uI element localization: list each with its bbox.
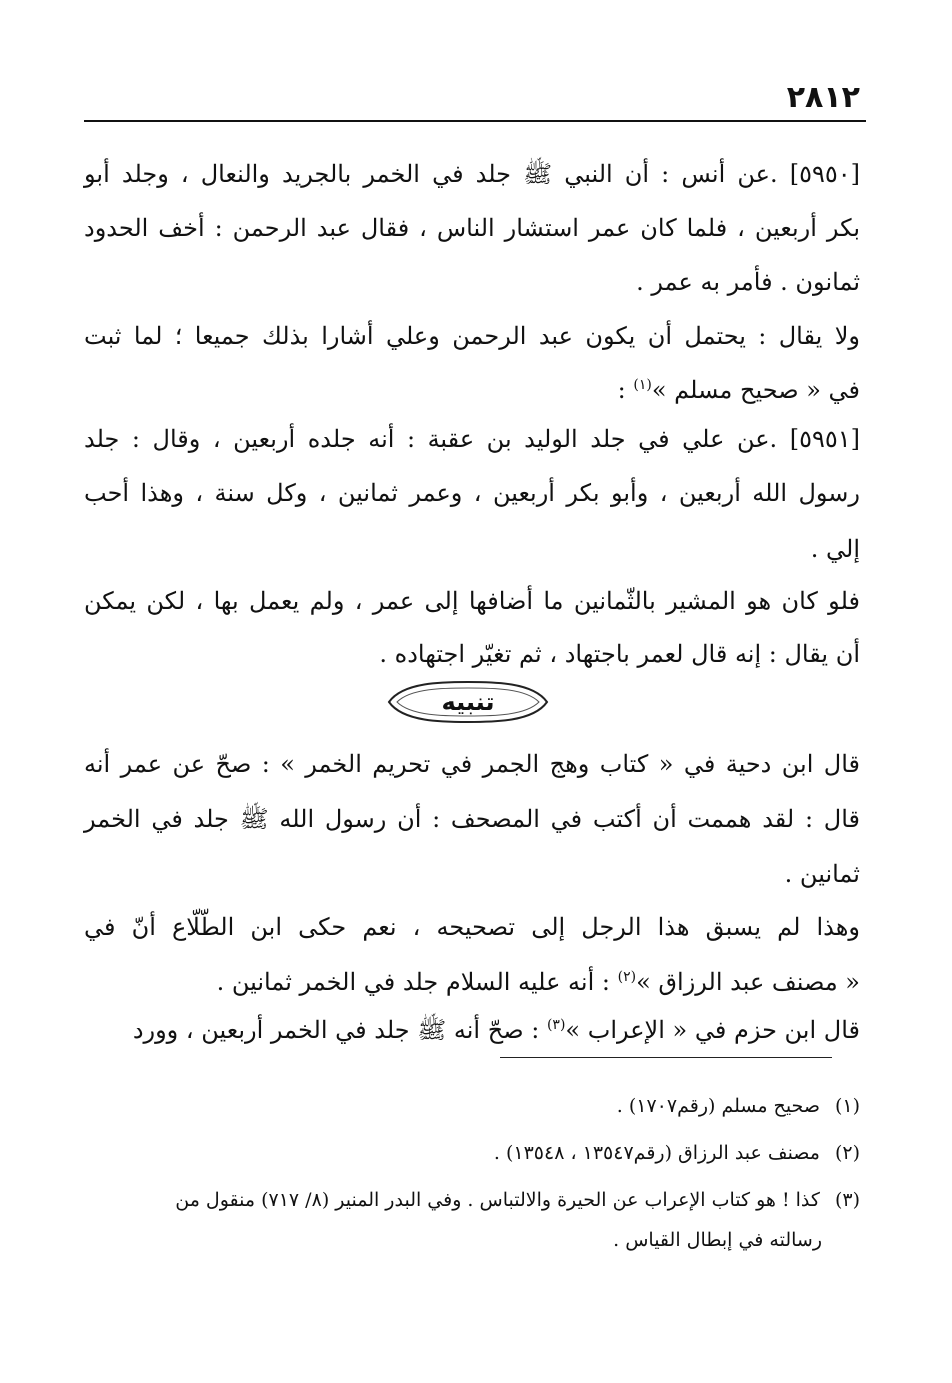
text-line: قال ابن دحية في « كتاب وهج الجمر في تحريم الخمر » : صحّ عن عمر أنه <box>84 750 860 778</box>
text-line: ثمانين . <box>784 860 860 888</box>
text-line: [٥٩٥١] .عن علي في جلد الوليد بن عقبة : أنه جلده أربعين ، وقال : جلد <box>84 425 860 453</box>
text-segment: : <box>617 376 634 404</box>
text-segment: قال ابن حزم في « الإعراب » <box>565 1016 860 1044</box>
footnote <box>84 1133 860 1173</box>
text-line: فلو كان هو المشير بالثّمانين ما أضافها إلى عمر ، ولم يعمل بها ، لكن يمكن <box>84 587 860 615</box>
footnote-ref: (٣) <box>546 1017 566 1033</box>
section-heading: تنبيه <box>441 688 495 716</box>
footnote-ref: (١) <box>633 377 652 393</box>
text-line <box>84 955 860 1009</box>
footnote-number: (٣) <box>834 1189 860 1211</box>
footnote <box>84 1086 860 1126</box>
text-segment: : أنه عليه السلام جلد في الخمر ثمانين . <box>216 968 618 996</box>
text-line <box>84 363 860 417</box>
text-line <box>84 1003 860 1057</box>
footnote-rule <box>500 1057 832 1058</box>
text-segment: « مصنف عبد الرزاق » <box>636 968 860 996</box>
text-line: وهذا لم يسبق هذا الرجل إلى تصحيحه ، نعم حكى ابن الطّلّاع أنّ في <box>84 913 860 941</box>
footnote-continuation: رسالته في إبطال القياس . <box>613 1229 822 1251</box>
footnote <box>84 1180 860 1220</box>
page-number: ٢٨١٢ <box>786 80 860 115</box>
footnote-text: كذا ! هو كتاب الإعراب عن الحيرة والالتباس . وفي البدر المنير (٨/ ٧١٧) منقول من <box>175 1189 820 1211</box>
text-line: [٥٩٥٠] .عن أنس : أن النبي ﷺ جلد في الخمر بالجريد والنعال ، وجلد أبو <box>84 160 860 188</box>
text-line: قال : لقد هممت أن أكتب في المصحف : أن رسول الله ﷺ جلد في الخمر <box>84 805 860 833</box>
text-line: رسول الله أربعين ، وأبو بكر أربعين ، وعمر ثمانين ، وكل سنة ، وهذا أحب <box>84 479 860 507</box>
text-line: بكر أربعين ، فلما كان عمر استشار الناس ، فقال عبد الرحمن : أخف الحدود <box>84 214 861 242</box>
footnote-number: (٢) <box>834 1142 860 1164</box>
footnote-ref: (٢) <box>617 969 637 985</box>
text-segment: : صحّ أنه ﷺ جلد في الخمر أربعين ، وورد <box>132 1016 547 1044</box>
header-rule <box>84 120 866 122</box>
text-line: ثمانون . فأمر به عمر . <box>636 268 860 296</box>
footnote-text: مصنف عبد الرزاق (رقم١٣٥٤٧ ، ١٣٥٤٨) . <box>493 1142 820 1164</box>
text-line: أن يقال : إنه قال لعمر باجتهاد ، ثم تغيّر اجتهاده . <box>379 640 860 668</box>
text-segment: في « صحيح مسلم » <box>651 376 860 404</box>
footnote-text: صحيح مسلم (رقم١٧٠٧) . <box>616 1095 820 1117</box>
text-line: ولا يقال : يحتمل أن يكون عبد الرحمن وعلي أشارا بذلك جميعا ؛ لما ثبت <box>84 322 860 350</box>
text-line: إلي . <box>810 535 860 563</box>
footnote-number: (١) <box>834 1095 860 1117</box>
